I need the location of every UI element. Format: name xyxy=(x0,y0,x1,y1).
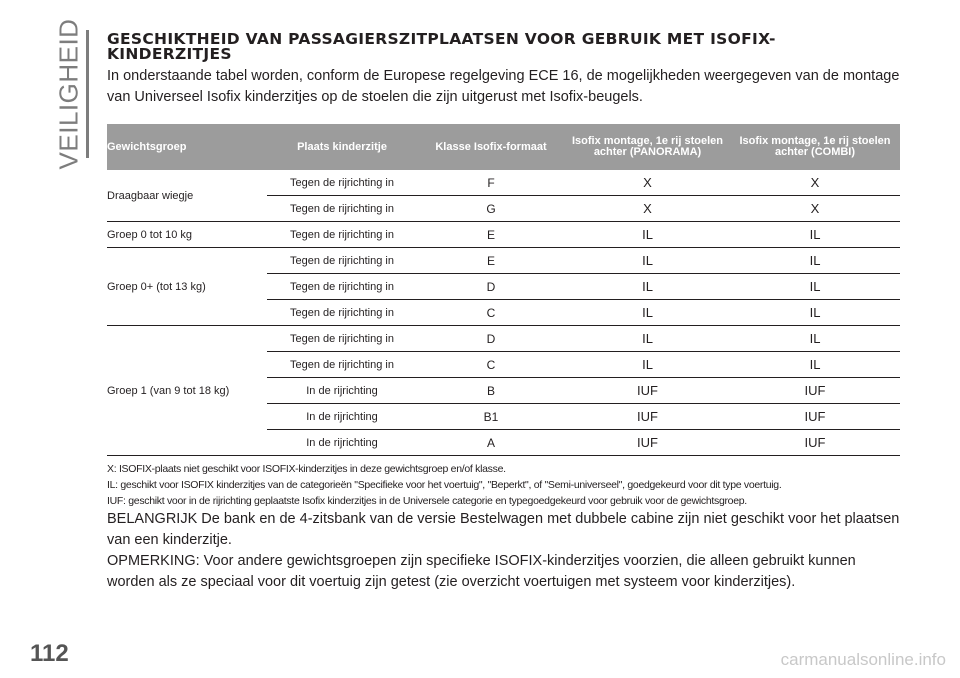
note-x: X: ISOFIX-plaats niet geschikt voor ISOFIX-kinderzitjes in deze gewichtsgroep en/of klasse. xyxy=(107,463,506,475)
weight-group-cell: Groep 0 tot 10 kg xyxy=(107,222,267,248)
panorama-value-cell: IL xyxy=(565,352,730,378)
combi-value-cell: IL xyxy=(730,326,900,352)
combi-value-cell: IL xyxy=(730,248,900,274)
table-body xyxy=(107,170,900,456)
panorama-value-cell: IL xyxy=(565,248,730,274)
table-notes xyxy=(107,461,900,509)
section-divider xyxy=(86,30,89,158)
isofix-class-cell: C xyxy=(417,352,565,378)
seat-position-cell: In de rijrichting xyxy=(267,404,417,430)
table-row xyxy=(107,170,900,196)
combi-value-cell: IUF xyxy=(730,404,900,430)
isofix-class-cell: A xyxy=(417,430,565,456)
section-side-label xyxy=(52,18,86,170)
seat-position-cell: Tegen de rijrichting in xyxy=(267,222,417,248)
panorama-value-cell: IL xyxy=(565,300,730,326)
combi-value-cell: IUF xyxy=(730,430,900,456)
section-label-text: VEILIGHEID xyxy=(53,18,84,170)
isofix-class-cell: B xyxy=(417,378,565,404)
seat-position-cell: Tegen de rijrichting in xyxy=(267,248,417,274)
weight-group-cell: Groep 1 (van 9 tot 18 kg) xyxy=(107,326,267,456)
panorama-value-cell: X xyxy=(565,196,730,222)
seat-position-cell: Tegen de rijrichting in xyxy=(267,352,417,378)
note-iuf: IUF: geschikt voor in de rijrichting geplaatste Isofix kinderzitjes in de Universele categorie en typegoedgekeurd voor gebruik voor de gewichtsgroep. xyxy=(107,495,747,507)
seat-position-cell: Tegen de rijrichting in xyxy=(267,196,417,222)
page-content xyxy=(107,32,900,593)
weight-group-cell: Groep 0+ (tot 13 kg) xyxy=(107,248,267,326)
remark-paragraph: OPMERKING: Voor andere gewichtsgroepen zijn specifieke ISOFIX-kinderzitjes voorzien, die alleen gebruikt kunnen worden als ze speciaal voor dit voertuig zijn getest (zie overzicht voertuigen met systeem voor kinderzitjes). xyxy=(107,553,856,590)
seat-position-cell: Tegen de rijrichting in xyxy=(267,300,417,326)
combi-value-cell: IL xyxy=(730,274,900,300)
col-header-combi: Isofix montage, 1e rij stoelen achter (COMBI) xyxy=(730,124,900,170)
intro-paragraph: In onderstaande tabel worden, conform de Europese regelgeving ECE 16, de mogelijkheden weergegeven van de montage van Universeel Isofix kinderzitjes op de stoelen die zijn uitgerust met Isofix-beugels. xyxy=(107,68,900,105)
important-paragraph: BELANGRIJK De bank en de 4-zitsbank van de versie Bestelwagen met dubbele cabine zijn niet geschikt voor het plaatsen van een kinderzitje. xyxy=(107,511,900,548)
col-header-weight-group: Gewichtsgroep xyxy=(107,124,267,170)
seat-position-cell: Tegen de rijrichting in xyxy=(267,326,417,352)
table-header xyxy=(107,124,900,170)
isofix-class-cell: D xyxy=(417,326,565,352)
note-il: IL: geschikt voor ISOFIX kinderzitjes van de categorieën "Specifieke voor het voertuig", "Beperkt", of "Semi-universeel", goedgekeurd voor dit type voertuig. xyxy=(107,479,782,491)
isofix-class-cell: F xyxy=(417,170,565,196)
combi-value-cell: IL xyxy=(730,222,900,248)
isofix-class-cell: C xyxy=(417,300,565,326)
isofix-class-cell: D xyxy=(417,274,565,300)
combi-value-cell: IL xyxy=(730,352,900,378)
panorama-value-cell: IL xyxy=(565,326,730,352)
seat-position-cell: In de rijrichting xyxy=(267,430,417,456)
combi-value-cell: IUF xyxy=(730,378,900,404)
isofix-class-cell: E xyxy=(417,222,565,248)
combi-value-cell: IL xyxy=(730,300,900,326)
isofix-class-cell: E xyxy=(417,248,565,274)
panorama-value-cell: IL xyxy=(565,222,730,248)
table-row xyxy=(107,248,900,274)
weight-group-cell: Draagbaar wiegje xyxy=(107,170,267,222)
col-header-isofix-class: Klasse Isofix-formaat xyxy=(417,124,565,170)
col-header-panorama: Isofix montage, 1e rij stoelen achter (PANORAMA) xyxy=(565,124,730,170)
seat-position-cell: Tegen de rijrichting in xyxy=(267,170,417,196)
combi-value-cell: X xyxy=(730,196,900,222)
page-number: 112 xyxy=(30,640,69,667)
seat-position-cell: In de rijrichting xyxy=(267,378,417,404)
isofix-class-cell: G xyxy=(417,196,565,222)
isofix-class-cell: B1 xyxy=(417,404,565,430)
watermark: carmanualsonline.info xyxy=(780,650,946,669)
table-row xyxy=(107,326,900,352)
combi-value-cell: X xyxy=(730,170,900,196)
isofix-table xyxy=(107,124,900,456)
panorama-value-cell: IUF xyxy=(565,430,730,456)
page-heading: GESCHIKTHEID VAN PASSAGIERSZITPLAATSEN VOOR GEBRUIK MET ISOFIX-KINDERZITJES xyxy=(107,30,776,63)
panorama-value-cell: IUF xyxy=(565,404,730,430)
panorama-value-cell: IUF xyxy=(565,378,730,404)
panorama-value-cell: IL xyxy=(565,274,730,300)
table-row xyxy=(107,222,900,248)
panorama-value-cell: X xyxy=(565,170,730,196)
seat-position-cell: Tegen de rijrichting in xyxy=(267,274,417,300)
col-header-seat-position: Plaats kinderzitje xyxy=(267,124,417,170)
